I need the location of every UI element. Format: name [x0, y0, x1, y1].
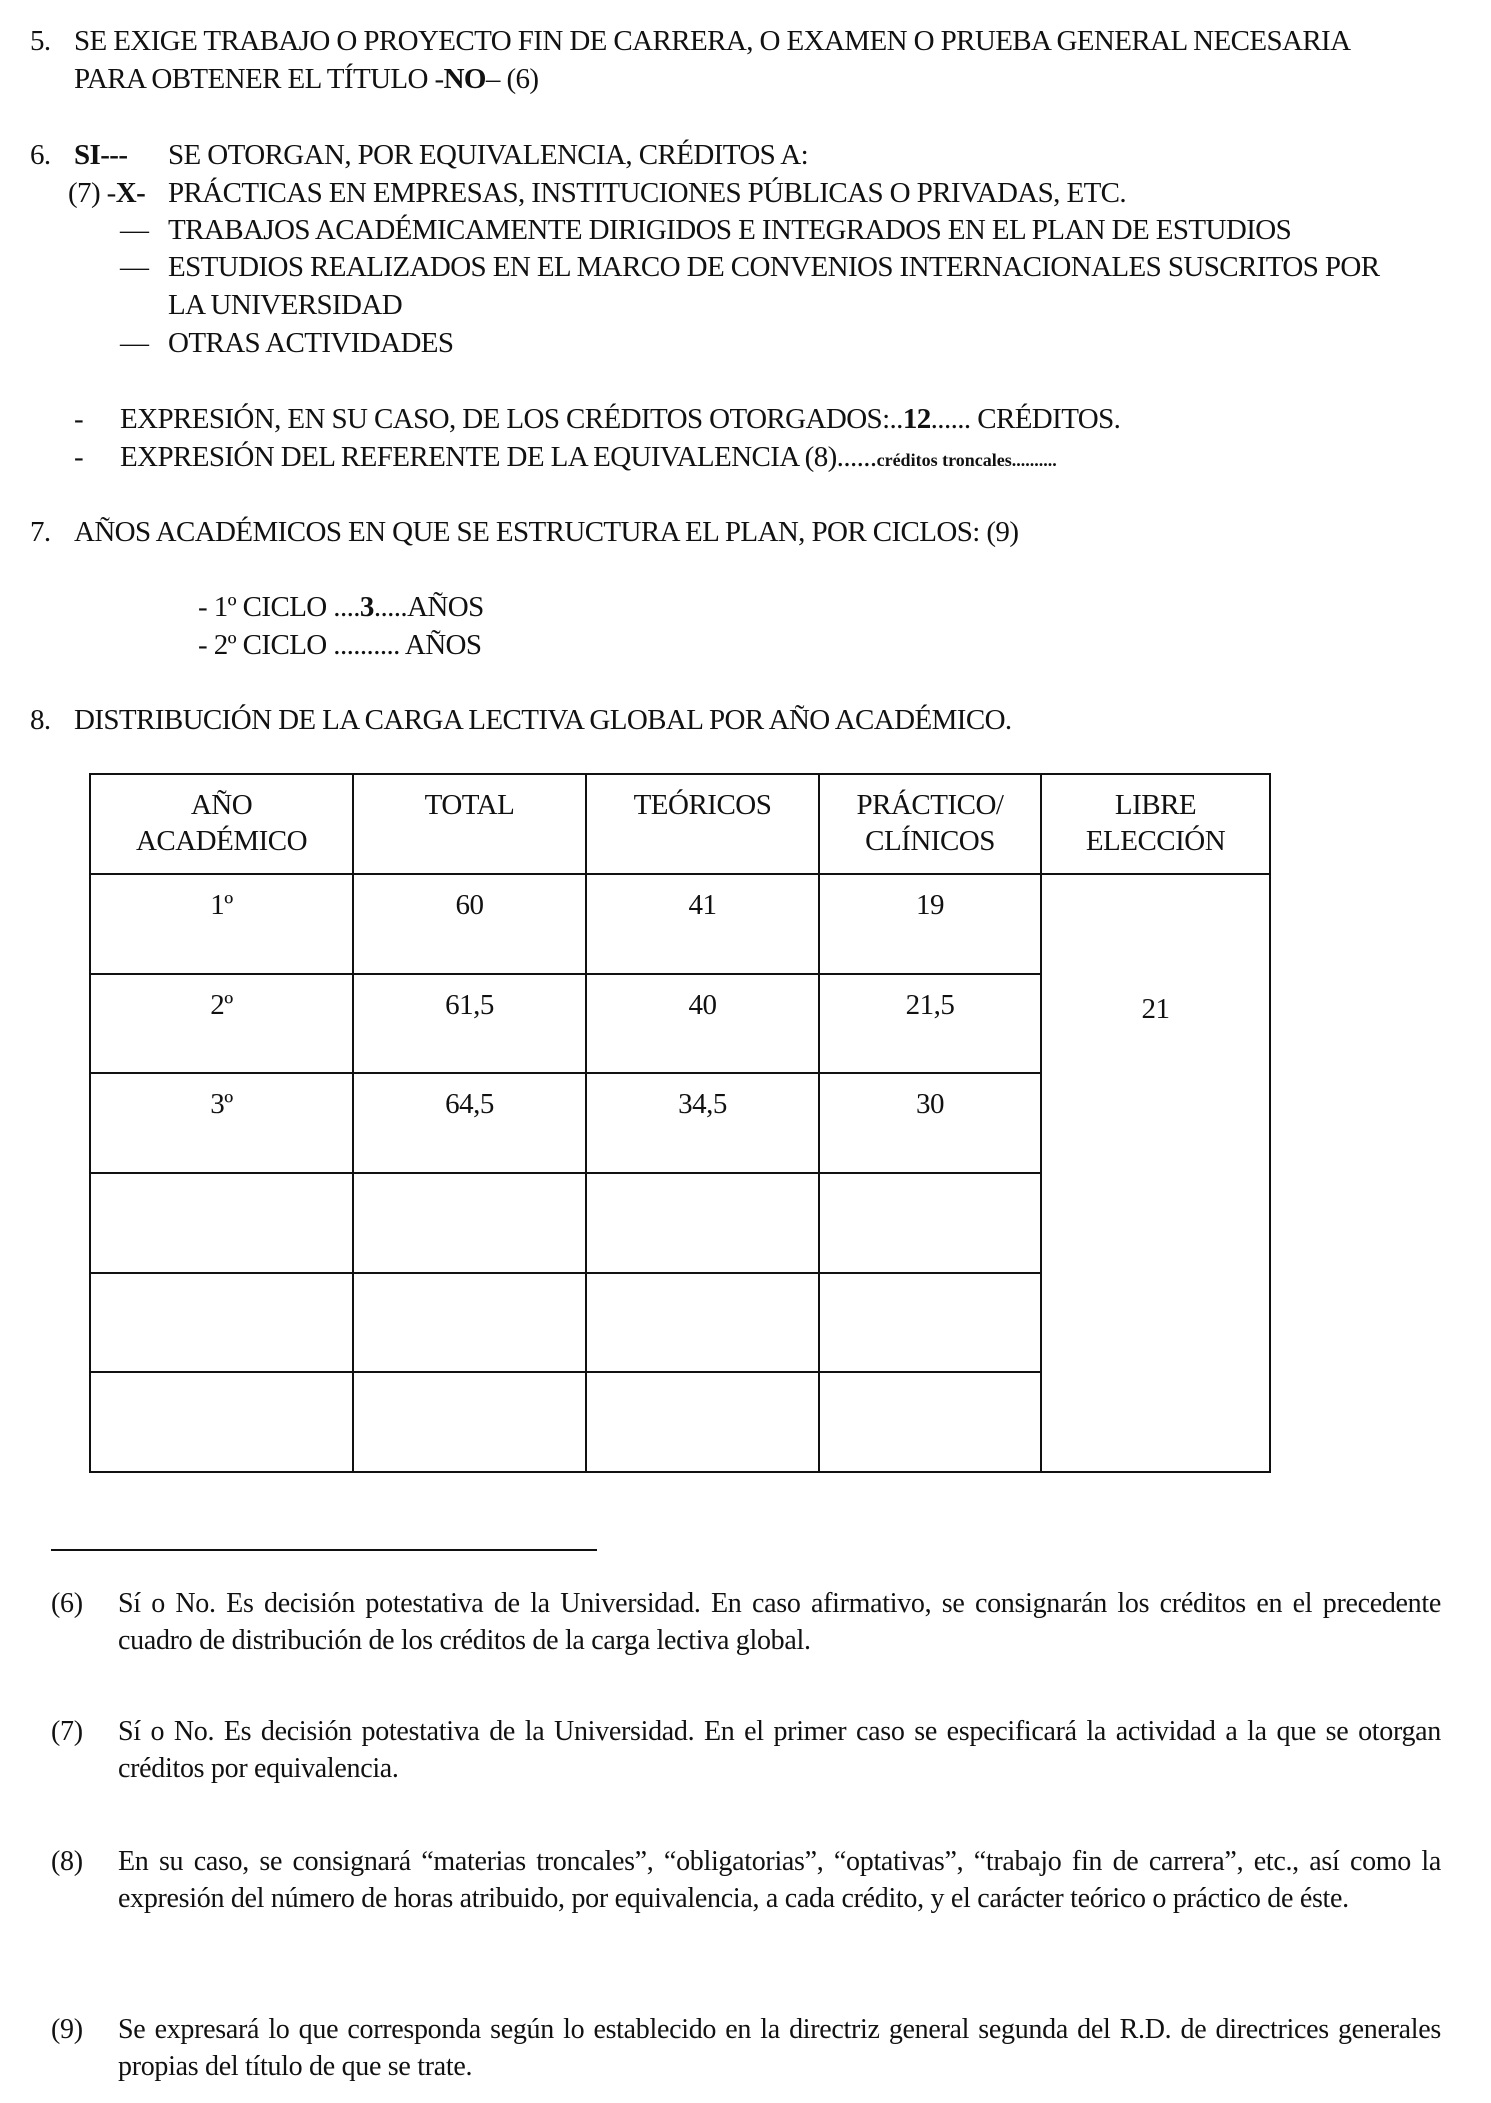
cell-practicos [819, 1273, 1041, 1373]
header-line: TEÓRICOS [633, 789, 772, 821]
section-5-line-2 [74, 60, 538, 98]
creditos-otorgados-label: EXPRESIÓN, EN SU CASO, DE LOS CRÉDITOS OTORGADOS:.. [120, 403, 903, 435]
footnote-text: Sí o No. Es decisión potestativa de la Universidad. En el primer caso se especificará la actividad a la que se otorgan créditos por equivalencia. [118, 1716, 1441, 1784]
footnote-mark: (8) [51, 1846, 83, 1877]
creditos-otorgados-line [120, 400, 1120, 438]
footnote-6 [51, 1585, 1441, 1659]
section-8-number: 8. [30, 704, 51, 736]
cell-libre-eleccion: 21 [1041, 874, 1270, 1472]
footnote-7 [51, 1713, 1441, 1787]
cell-total: 64,5 [353, 1073, 586, 1173]
header-practico-clinicos [819, 774, 1041, 874]
footnote-separator [51, 1549, 597, 1551]
footnote-mark: (9) [51, 2014, 83, 2045]
header-line: TOTAL [424, 789, 515, 821]
cell-ano: 1º [90, 874, 353, 974]
cell-practicos [819, 1173, 1041, 1273]
footnote-9 [51, 2011, 1441, 2085]
cell-total: 61,5 [353, 974, 586, 1074]
header-line: ELECCIÓN [1085, 825, 1226, 857]
ciclo-1-line [198, 588, 484, 626]
cell-total [353, 1273, 586, 1373]
ciclo-1-value: 3 [359, 591, 374, 623]
cell-practicos: 19 [819, 874, 1041, 974]
cell-total [353, 1173, 586, 1273]
section-6-number: 6. [30, 139, 51, 171]
cell-teoricos: 41 [586, 874, 819, 974]
dash-mark: — [120, 251, 149, 283]
section-6-item-estudios-cont: LA UNIVERSIDAD [168, 289, 403, 321]
cell-practicos: 21,5 [819, 974, 1041, 1074]
header-line: AÑO [190, 789, 253, 821]
carga-lectiva-table [89, 773, 1271, 1473]
cell-total [353, 1372, 586, 1472]
section-5-line-1: SE EXIGE TRABAJO O PROYECTO FIN DE CARRERA, O EXAMEN O PRUEBA GENERAL NECESARIA [74, 25, 1351, 57]
section-5-number: 5. [30, 25, 51, 57]
dash-mark: — [120, 214, 149, 246]
referente-value: créditos troncales.......... [876, 450, 1057, 470]
footnote-text: Sí o No. Es decisión potestativa de la Universidad. En caso afirmativo, se consignarán los créditos en el precedente cuadro de distribución de los créditos de la carga lectiva global. [118, 1588, 1441, 1656]
section-6-heading: SE OTORGAN, POR EQUIVALENCIA, CRÉDITOS A: [168, 139, 809, 171]
cell-teoricos: 34,5 [586, 1073, 819, 1173]
header-line: ACADÉMICO [135, 825, 308, 857]
cell-teoricos [586, 1372, 819, 1472]
cell-ano [90, 1173, 353, 1273]
header-libre-eleccion [1041, 774, 1270, 874]
section-5-line-2-text: PARA OBTENER EL TÍTULO - [74, 63, 444, 95]
creditos-otorgados-unit: ...... CRÉDITOS. [930, 403, 1121, 435]
cell-ano: 3º [90, 1073, 353, 1173]
section-7-title: AÑOS ACADÉMICOS EN QUE SE ESTRUCTURA EL PLAN, POR CICLOS: (9) [74, 516, 1019, 548]
table-header-row [90, 774, 1270, 874]
section-6-si-label: SI--- [74, 139, 128, 171]
bullet-mark: - [74, 403, 84, 435]
header-line: PRÁCTICO/ [856, 789, 1004, 821]
item-mark-x: X- [115, 177, 146, 209]
footnote-text: Se expresará lo que corresponda según lo establecido en la directriz general segunda del R.D. de directrices generales propias del título de que se trate. [118, 2014, 1441, 2082]
cell-teoricos [586, 1273, 819, 1373]
header-total [353, 774, 586, 874]
section-5-answer: NO [443, 63, 486, 95]
section-6-item-estudios: ESTUDIOS REALIZADOS EN EL MARCO DE CONVENIOS INTERNACIONALES SUSCRITOS POR [168, 251, 1380, 283]
header-ano-academico [90, 774, 353, 874]
section-6-item-mark-7 [68, 174, 145, 212]
section-6-item-otras: OTRAS ACTIVIDADES [168, 327, 454, 359]
section-7-number: 7. [30, 516, 51, 548]
footnote-mark: (6) [51, 1588, 83, 1619]
section-8-title: DISTRIBUCIÓN DE LA CARGA LECTIVA GLOBAL POR AÑO ACADÉMICO. [74, 704, 1012, 736]
ciclo-1-unit: .....AÑOS [373, 591, 484, 623]
footnote-8 [51, 1843, 1441, 1917]
cell-ano [90, 1273, 353, 1373]
cell-practicos: 30 [819, 1073, 1041, 1173]
header-teoricos [586, 774, 819, 874]
ciclo-2-line: - 2º CICLO .......... AÑOS [198, 629, 482, 661]
bullet-mark: - [74, 441, 84, 473]
section-5-line-2-ref: – (6) [485, 63, 539, 95]
cell-total: 60 [353, 874, 586, 974]
referente-line [120, 438, 1057, 479]
cell-practicos [819, 1372, 1041, 1472]
ciclo-1-label: - 1º CICLO .... [198, 591, 360, 623]
item-mark-prefix: (7) - [68, 177, 116, 209]
creditos-otorgados-value: 12 [902, 403, 931, 435]
cell-ano [90, 1372, 353, 1472]
section-6-item-practicas: PRÁCTICAS EN EMPRESAS, INSTITUCIONES PÚBLICAS O PRIVADAS, ETC. [168, 177, 1127, 209]
table-row [90, 874, 1270, 974]
header-line: CLÍNICOS [865, 825, 995, 857]
cell-teoricos [586, 1173, 819, 1273]
referente-label: EXPRESIÓN DEL REFERENTE DE LA EQUIVALENCIA (8)...... [120, 441, 877, 473]
section-6-item-trabajos: TRABAJOS ACADÉMICAMENTE DIRIGIDOS E INTEGRADOS EN EL PLAN DE ESTUDIOS [168, 214, 1292, 246]
cell-teoricos: 40 [586, 974, 819, 1074]
footnote-text: En su caso, se consignará “materias troncales”, “obligatorias”, “optativas”, “trabajo fin de carrera”, etc., así como la expresión del número de horas atribuido, por equivalencia, a cada crédito, y el carácter teórico o práctico de éste. [118, 1846, 1441, 1914]
cell-ano: 2º [90, 974, 353, 1074]
header-line: LIBRE [1114, 789, 1197, 821]
footnote-mark: (7) [51, 1716, 83, 1747]
dash-mark: — [120, 327, 149, 359]
